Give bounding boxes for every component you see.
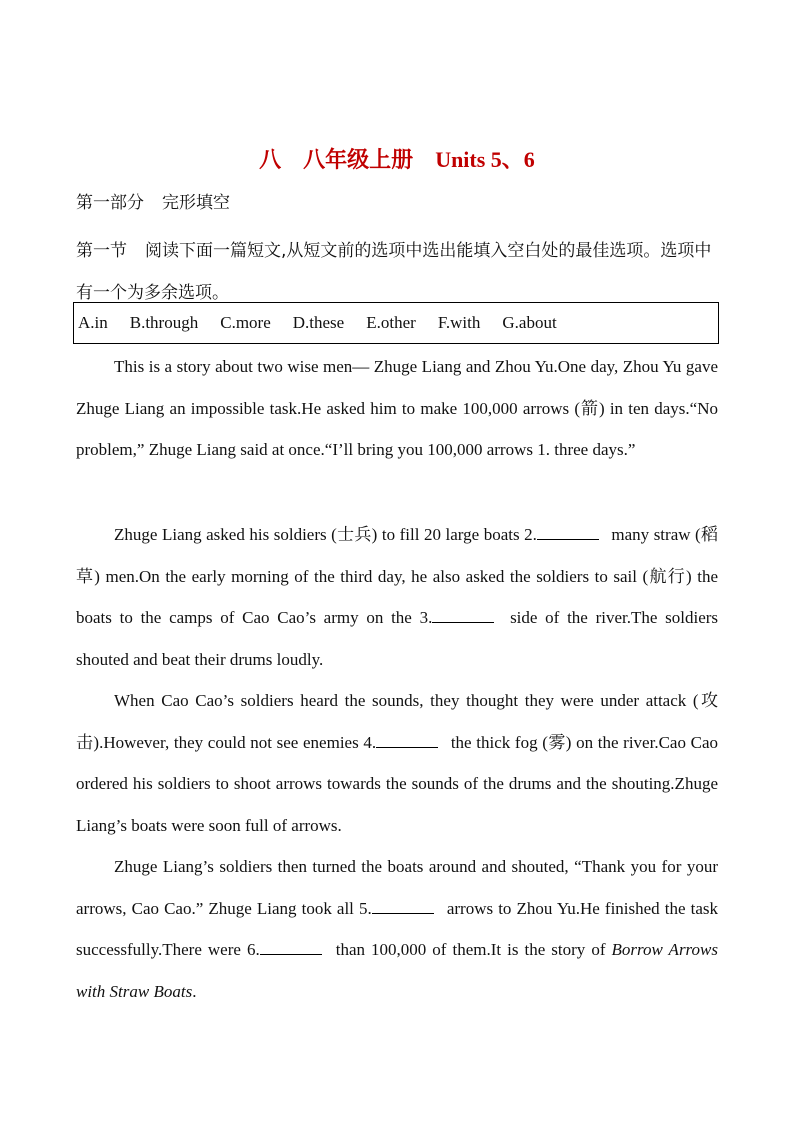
option-a: A.in — [78, 313, 108, 332]
paragraph-4 — [76, 846, 718, 1012]
paragraph-1 — [76, 346, 718, 471]
paragraph-3 — [76, 680, 718, 846]
option-e: E.other — [366, 313, 416, 332]
option-b: B.through — [129, 313, 199, 332]
p2-text-c: side of the river.The soldiers shouted and beat their drums loudly. — [76, 608, 719, 669]
blank-3[interactable] — [432, 608, 494, 623]
p4-text-c: than 100,000 of them.It is the story of — [335, 940, 606, 959]
option-f: F.with — [437, 313, 481, 332]
page-title — [0, 143, 794, 174]
p2-text-a: Zhuge Liang asked his soldiers (士兵) to fill 20 large boats 2. — [114, 525, 537, 544]
title-units: Units 5、6 — [435, 147, 535, 172]
option-g: G.about — [502, 313, 557, 332]
p3-text-b: the thick fog (雾) on the river.Cao Cao ordered his soldiers to shoot arrows towards the sounds of the drums and the shouting.Zhuge Liang’s boats were soon full of arrows. — [76, 732, 719, 835]
part-heading — [76, 188, 230, 213]
instructions-text: 阅读下面一篇短文,从短文前的选项中选出能填入空白处的最佳选项。选项中有一个为多余选项。 — [76, 241, 712, 303]
p2-text-b: many straw (稻草) men.On the early morning of the third day, he also asked the soldiers to sail (航行) the boats to the camps of Cao Cao’s army on the 3. — [76, 525, 718, 627]
p3-text-a: When Cao Cao’s soldiers heard the sounds, they thought they were under attack (攻击).However, they could not see enemies 4. — [76, 691, 718, 752]
p4-end: . — [192, 981, 197, 1001]
blank-6[interactable] — [260, 940, 322, 955]
p1-text-a: This is a story about two wise men— Zhuge Liang and Zhou Yu.One day, Zhou Yu gave Zhuge Liang an impossible task.He asked him to make 100,000 arrows (箭) in ten days.“No problem,” Zhuge Liang said at once.“I’ll bring you 100,000 arrows 1. — [76, 357, 718, 459]
option-d: D.these — [292, 313, 345, 332]
paragraph-2 — [76, 514, 718, 680]
title-main: 八 八年级上册 — [259, 148, 414, 173]
p4-text-b: arrows to Zhou Yu.He finished the task successfully.There were 6. — [76, 898, 719, 959]
part-name: 第一部分 — [76, 193, 144, 213]
story-title: Borrow Arrows with Straw Boats — [76, 940, 718, 1001]
part-task: 完形填空 — [162, 193, 230, 213]
p1-text-b: three days.” — [554, 440, 636, 459]
blank-5[interactable] — [372, 899, 434, 914]
blank-4[interactable] — [376, 733, 438, 748]
p4-text-a: Zhuge Liang’s soldiers then turned the boats around and shouted, “Thank you for your arrows, Cao Cao.” Zhuge Liang took all 5. — [76, 857, 718, 918]
option-c: C.more — [220, 313, 271, 332]
options-box — [73, 302, 719, 344]
section-label: 第一节 — [76, 241, 127, 261]
blank-2[interactable] — [537, 525, 599, 540]
